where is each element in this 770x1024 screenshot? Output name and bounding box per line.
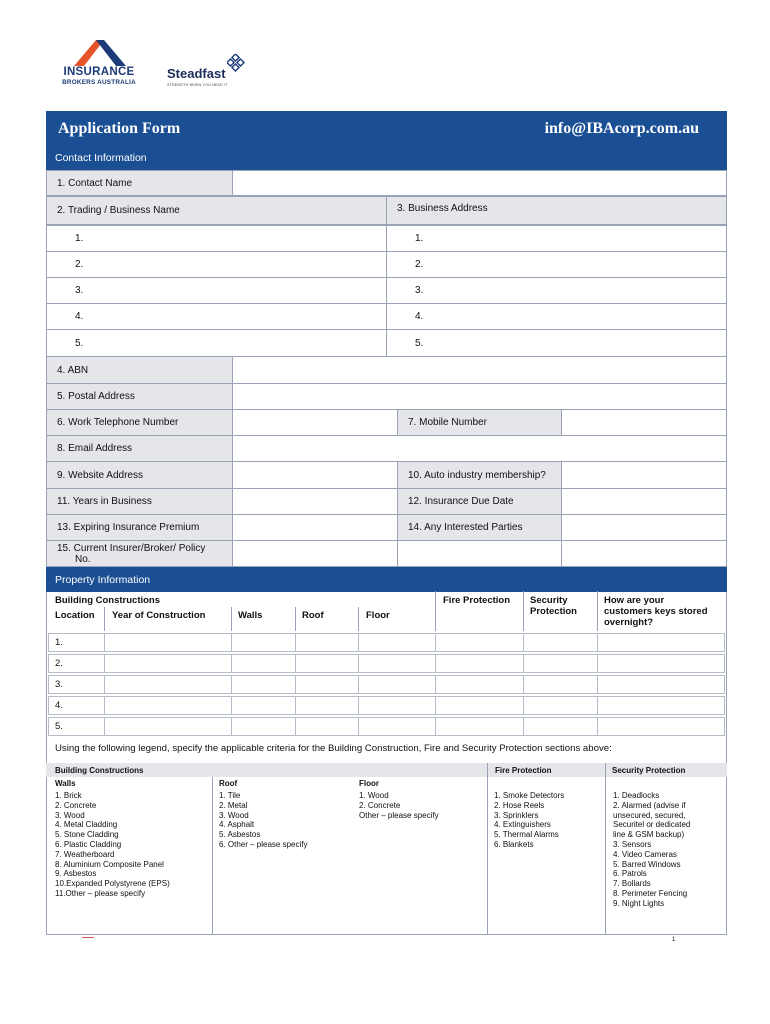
divider	[487, 763, 488, 935]
property-row-4-year-field[interactable]	[104, 696, 232, 715]
page-number: 1	[672, 937, 676, 943]
legend-item: 3. Wood	[219, 810, 249, 820]
auto-membership-label: 10. Auto industry membership?	[397, 461, 562, 489]
contact-name-label: 1. Contact Name	[46, 170, 233, 196]
legend-item: 6. Blankets	[494, 839, 534, 849]
email-field[interactable]	[232, 435, 727, 462]
property-row-2-keys-field[interactable]	[597, 654, 725, 673]
legend-walls-list	[55, 791, 170, 899]
building-constructions-heading: Building Constructions	[55, 595, 161, 606]
legend-item: 1. Smoke Detectors	[494, 791, 565, 800]
legend-item: 4. Metal Cladding	[55, 820, 118, 830]
property-row-4-security-field[interactable]	[523, 696, 598, 715]
property-row-4-walls-field[interactable]	[231, 696, 296, 715]
property-row-number: 5.	[55, 721, 63, 732]
legend-item: 6. Plastic Cladding	[55, 839, 122, 849]
interested-parties-field[interactable]	[561, 514, 727, 541]
property-row-4-floor-field[interactable]	[358, 696, 436, 715]
legend-item: 1. Brick	[55, 791, 82, 800]
contact-email-link[interactable]: info@IBAcorp.com.au	[544, 120, 699, 137]
legend-item: 3. Sprinklers	[494, 810, 539, 820]
trading-name-field-1[interactable]: 1.	[46, 225, 387, 252]
insurer-extra-field-2[interactable]	[561, 540, 727, 567]
divider	[435, 591, 436, 631]
expiring-premium-label: 13. Expiring Insurance Premium	[46, 514, 233, 541]
legend-item: 4. Extinguishers	[494, 820, 551, 830]
property-row-2-walls-field[interactable]	[231, 654, 296, 673]
legend-item: 2. Concrete	[55, 800, 97, 810]
trading-name-label: 2. Trading / Business Name	[46, 196, 387, 225]
business-address-field-2[interactable]: 2.	[386, 251, 727, 278]
legend-item: 4. Asphalt	[219, 820, 255, 830]
property-row-4-keys-field[interactable]	[597, 696, 725, 715]
floor-header: Floor	[366, 610, 390, 621]
steadfast-name: Steadfast	[167, 66, 226, 81]
current-insurer-label-line2: No.	[75, 553, 91, 565]
legend-item: 5. Barred Windows	[613, 859, 681, 869]
current-insurer-field[interactable]	[232, 540, 398, 567]
property-row-5-roof-field[interactable]	[295, 717, 359, 736]
legend-item: Other – please specify	[359, 810, 439, 820]
legend-fire-list	[494, 791, 564, 850]
divider	[104, 607, 105, 631]
property-row-5-keys-field[interactable]	[597, 717, 725, 736]
property-row-2-fire-field[interactable]	[435, 654, 524, 673]
divider	[231, 607, 232, 631]
legend-item: 9. Night Lights	[613, 898, 665, 908]
postal-address-label: 5. Postal Address	[46, 383, 233, 410]
property-row-4-fire-field[interactable]	[435, 696, 524, 715]
mobile-label: 7. Mobile Number	[397, 409, 562, 436]
property-row-1-floor-field[interactable]	[358, 633, 436, 652]
legend-item: 11.Other – please specify	[55, 888, 146, 898]
insurer-extra-field-1[interactable]	[397, 540, 562, 567]
legend-floor-heading: Floor	[359, 779, 379, 788]
work-phone-label: 6. Work Telephone Number	[46, 409, 233, 436]
property-section-band: Property Information	[46, 567, 727, 592]
property-row-number: 1.	[55, 637, 63, 648]
property-row-5-floor-field[interactable]	[358, 717, 436, 736]
expiring-premium-field[interactable]	[232, 514, 398, 541]
property-row-1-year-field[interactable]	[104, 633, 232, 652]
walls-header: Walls	[238, 610, 263, 621]
property-row-1-fire-field[interactable]	[435, 633, 524, 652]
legend-item: 5. Thermal Alarms	[494, 830, 559, 840]
property-row-number: 2.	[55, 658, 63, 669]
property-row-3-keys-field[interactable]	[597, 675, 725, 694]
website-label: 9. Website Address	[46, 461, 233, 489]
legend-intro: Using the following legend, specify the applicable criteria for the Building Construction, Fire and Security Protection sections above:	[55, 743, 612, 754]
mobile-field[interactable]	[561, 409, 727, 436]
iba-logo	[48, 38, 150, 90]
legend-item: 5. Stone Cladding	[55, 830, 119, 840]
legend-walls-heading: Walls	[55, 779, 76, 788]
property-row-5-walls-field[interactable]	[231, 717, 296, 736]
property-row-2-security-field[interactable]	[523, 654, 598, 673]
business-address-field-3[interactable]: 3.	[386, 277, 727, 304]
keys-header-line1: How are your	[604, 595, 665, 606]
legend-item: 6. Other – please specify	[219, 839, 308, 849]
years-in-business-field[interactable]	[232, 488, 398, 515]
form-title: Application Form	[58, 120, 181, 137]
contact-name-field[interactable]	[232, 170, 727, 196]
keys-header-line2: customers keys stored	[604, 606, 708, 617]
property-row-1-security-field[interactable]	[523, 633, 598, 652]
trading-name-field-4[interactable]: 4.	[46, 303, 387, 330]
property-row-2-roof-field[interactable]	[295, 654, 359, 673]
property-row-3-walls-field[interactable]	[231, 675, 296, 694]
property-row-number: 4.	[55, 700, 63, 711]
legend-item: 1. Wood	[359, 791, 389, 800]
legend-roof-list	[219, 791, 308, 850]
legend-fire-heading: Fire Protection	[495, 766, 552, 775]
steadfast-tagline: STRENGTH WHEN YOU NEED IT	[167, 83, 228, 87]
roof-header: Roof	[302, 610, 324, 621]
divider	[212, 777, 213, 935]
property-row-3-security-field[interactable]	[523, 675, 598, 694]
business-address-field-1[interactable]: 1.	[386, 225, 727, 252]
year-of-construction-header: Year of Construction	[112, 610, 206, 621]
location-header: Location	[55, 610, 95, 621]
auto-membership-field[interactable]	[561, 461, 727, 489]
legend-item: 5. Asbestos	[219, 830, 261, 840]
legend-roof-heading: Roof	[219, 779, 238, 788]
legend-item: 1. Tile	[219, 791, 241, 800]
business-address-label: 3. Business Address	[386, 196, 727, 225]
property-row-3-roof-field[interactable]	[295, 675, 359, 694]
divider	[295, 607, 296, 631]
keys-storage-header	[604, 595, 708, 628]
property-row-5-security-field[interactable]	[523, 717, 598, 736]
website-field[interactable]	[232, 461, 398, 489]
legend-floor-list	[359, 791, 439, 820]
security-header-line1: Security	[530, 595, 568, 606]
legend-item: 10.Expanded Polystyrene (EPS)	[55, 879, 170, 889]
insurance-due-date-field[interactable]	[561, 488, 727, 515]
legend-security-list	[613, 791, 690, 909]
legend-item: unsecured, secured,	[613, 810, 686, 820]
insurance-due-date-label: 12. Insurance Due Date	[397, 488, 562, 515]
legend-item: 6. Patrols	[613, 869, 647, 879]
legend-item: 2. Hose Reels	[494, 800, 545, 810]
legend-item: 7. Weatherboard	[55, 849, 115, 859]
property-row-3-floor-field[interactable]	[358, 675, 436, 694]
current-insurer-label-line1: 15. Current Insurer/Broker/ Policy	[57, 542, 206, 554]
property-row-4-roof-field[interactable]	[295, 696, 359, 715]
property-row-1-walls-field[interactable]	[231, 633, 296, 652]
legend-item: 3. Sensors	[613, 839, 652, 849]
work-phone-field[interactable]	[232, 409, 398, 436]
postal-address-field[interactable]	[232, 383, 727, 410]
iba-logo-line2: BROKERS AUSTRALIA	[62, 79, 136, 86]
divider	[358, 607, 359, 631]
property-row-number: 3.	[55, 679, 63, 690]
legend-item: 1. Deadlocks	[613, 791, 660, 800]
divider	[523, 591, 524, 631]
property-row-2-floor-field[interactable]	[358, 654, 436, 673]
trading-name-field-3[interactable]: 3.	[46, 277, 387, 304]
trading-name-field-2[interactable]: 2.	[46, 251, 387, 278]
legend-item: 2. Metal	[219, 800, 248, 810]
iba-roof-icon	[48, 38, 150, 68]
steadfast-logo	[165, 54, 255, 94]
abn-label: 4. ABN	[46, 356, 233, 384]
keys-header-line3: overnight?	[604, 617, 654, 628]
legend-security-heading: Security Protection	[612, 766, 686, 775]
business-address-field-4[interactable]: 4.	[386, 303, 727, 330]
iba-logo-line1: INSURANCE	[63, 66, 135, 78]
abn-field[interactable]	[232, 356, 727, 384]
divider	[605, 763, 606, 935]
legend-building-heading: Building Constructions	[55, 766, 144, 775]
property-row-1-keys-field[interactable]	[597, 633, 725, 652]
legend-item: 7. Bollards	[613, 879, 651, 889]
footer-mark	[82, 937, 94, 938]
business-address-field-5[interactable]: 5.	[386, 329, 727, 357]
trading-name-field-5[interactable]: 5.	[46, 329, 387, 357]
legend-item: 2. Alarmed (advise if	[613, 800, 686, 810]
legend-item: 3. Wood	[55, 810, 85, 820]
property-row-1-roof-field[interactable]	[295, 633, 359, 652]
legend-item: Securitel or dedicated	[613, 820, 691, 830]
years-in-business-label: 11. Years in Business	[46, 488, 233, 515]
legend-item: 8. Aluminium Composite Panel	[55, 859, 164, 869]
legend-item: 4. Video Cameras	[613, 849, 677, 859]
property-row-5-year-field[interactable]	[104, 717, 232, 736]
legend-item: line & GSM backup)	[613, 830, 685, 840]
property-row-5-fire-field[interactable]	[435, 717, 524, 736]
fire-protection-header: Fire Protection	[443, 595, 511, 606]
legend-item: 8. Perimeter Fencing	[613, 888, 688, 898]
divider	[597, 591, 598, 631]
legend-item: 9. Asbestos	[55, 869, 97, 879]
legend-item: 2. Concrete	[359, 800, 401, 810]
contact-section-band: Contact Information	[46, 145, 727, 170]
property-row-3-fire-field[interactable]	[435, 675, 524, 694]
steadfast-diamond-icon	[227, 54, 245, 72]
security-protection-header	[530, 595, 577, 617]
interested-parties-label: 14. Any Interested Parties	[397, 514, 562, 541]
security-header-line2: Protection	[530, 606, 577, 617]
property-row-3-year-field[interactable]	[104, 675, 232, 694]
current-insurer-label	[46, 540, 233, 567]
email-label: 8. Email Address	[46, 435, 233, 462]
property-row-2-year-field[interactable]	[104, 654, 232, 673]
form-header	[46, 111, 727, 145]
